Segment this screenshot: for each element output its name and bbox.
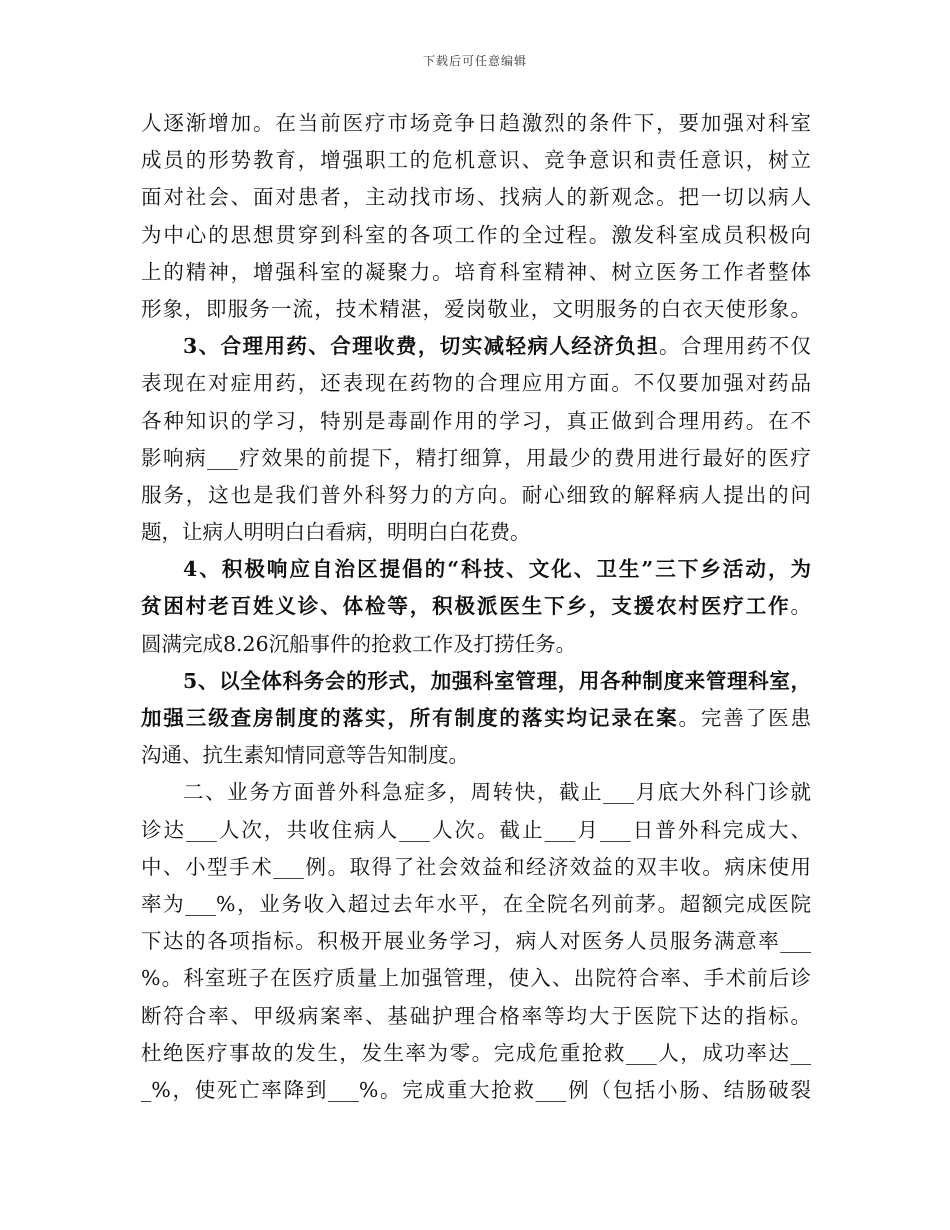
bold-text-segment: 贫困村老百姓义诊、体检等，积极派医生下乡，支援农村医疗工作 (141, 594, 791, 619)
text-segment: 沟通、抗生素知情同意等告知制度。 (141, 743, 469, 768)
text-segment: 人逐渐增加。在当前医疗市场竞争日趋激烈的条件下，要加强对科室 (141, 111, 811, 135)
text-segment: 下达的各项指标。积极开展业务学习，病人对医务人员服务满意率___ (141, 929, 811, 954)
text-segment: 上的精神，增强科室的凝聚力。培育科室精神、树立医务工作者整体 (141, 259, 811, 284)
text-segment: 成员的形势教育，增强职工的危机意识、竞争意识和责任意识，树立 (141, 148, 811, 173)
bold-text-segment: 加强三级查房制度的落实，所有制度的落实均记录在案 (141, 706, 679, 730)
text-segment: 题，让病人明明白白看病，明明白白花费。 (141, 520, 531, 545)
text-line (141, 1072, 811, 1109)
text-line (141, 179, 811, 216)
text-line (141, 254, 811, 291)
text-segment: 服务，这也是我们普外科努力的方向。耐心细致的解释病人提出的问 (141, 482, 811, 507)
text-segment: 断符合率、甲级病案率、基础护理合格率等均大于医院下达的指标。 (141, 1003, 811, 1028)
text-line (141, 105, 811, 142)
text-segment: 形象，即服务一流，技术精湛，爱岗敬业，文明服务的白衣天使形象。 (141, 296, 811, 321)
text-line (141, 1035, 811, 1072)
text-line (141, 142, 811, 179)
text-segment: 表现在对症用药，还表现在药物的合理应用方面。不仅要加强对药品 (141, 371, 811, 396)
text-line (141, 217, 811, 254)
text-segment: 面对社会、面对患者，主动找市场、找病人的新观念。把一切以病人 (141, 185, 811, 210)
text-segment: %。科室班子在医疗质量上加强管理，使入、出院符合率、手术前后诊 (141, 966, 811, 991)
bold-text-segment: 3、合理用药、合理收费，切实减轻病人经济负担 (183, 334, 659, 359)
text-segment: 影响病___疗效果的前提下，精打细算，用最少的费用进行最好的医疗 (141, 445, 811, 470)
text-segment: 。完善了医患 (678, 706, 811, 730)
bold-text-segment: 5、以全体科务会的形式，加强科室管理，用各种制度来管理科室， (183, 668, 811, 693)
text-line (141, 663, 811, 700)
text-line (141, 403, 811, 440)
text-segment: 。 (790, 594, 811, 619)
text-line (141, 960, 811, 997)
text-line (141, 291, 811, 328)
text-segment: 中、小型手术___例。取得了社会效益和经济效益的双丰收。病床使用 (141, 854, 811, 879)
text-segment: 诊达___人次，共收住病人___人次。截止___月___日普外科完成大、 (141, 817, 811, 842)
text-line (141, 551, 811, 588)
bold-text-segment: 4、积极响应自治区提倡的“科技、文化、卫生”三下乡活动，为 (183, 557, 811, 582)
page-header: 下载后可任意编辑 (422, 54, 527, 68)
text-line (141, 700, 811, 737)
text-line (141, 923, 811, 960)
text-line (141, 812, 811, 849)
text-line (141, 588, 811, 625)
text-line (141, 774, 811, 811)
text-segment: 圆满完成8.26沉船事件的抢救工作及打捞任务。 (141, 631, 577, 656)
text-line (141, 626, 811, 663)
document-body (141, 105, 811, 1109)
text-segment: 各种知识的学习，特别是毒副作用的学习，真正做到合理用药。在不 (141, 408, 811, 433)
text-segment: 率为___%，业务收入超过去年水平，在全院名列前茅。超额完成医院 (141, 891, 811, 916)
text-segment: 。合理用药不仅 (658, 334, 811, 359)
text-line (141, 998, 811, 1035)
text-line (141, 886, 811, 923)
text-line (141, 365, 811, 402)
text-segment: 二、业务方面普外科急症多，周转快，截止___月底大外科门诊就 (183, 780, 811, 805)
text-segment: 为中心的思想贯穿到科室的各项工作的全过程。激发科室成员积极向 (141, 222, 811, 247)
text-line (141, 514, 811, 551)
text-line (141, 328, 811, 365)
text-segment: _%，使死亡率降到___%。完成重大抢救___例（包括小肠、结肠破裂 (141, 1077, 811, 1102)
text-line (141, 737, 811, 774)
text-segment: 杜绝医疗事故的发生，发生率为零。完成危重抢救___人，成功率达__ (141, 1040, 811, 1065)
text-line (141, 849, 811, 886)
text-line (141, 440, 811, 477)
text-line (141, 477, 811, 514)
